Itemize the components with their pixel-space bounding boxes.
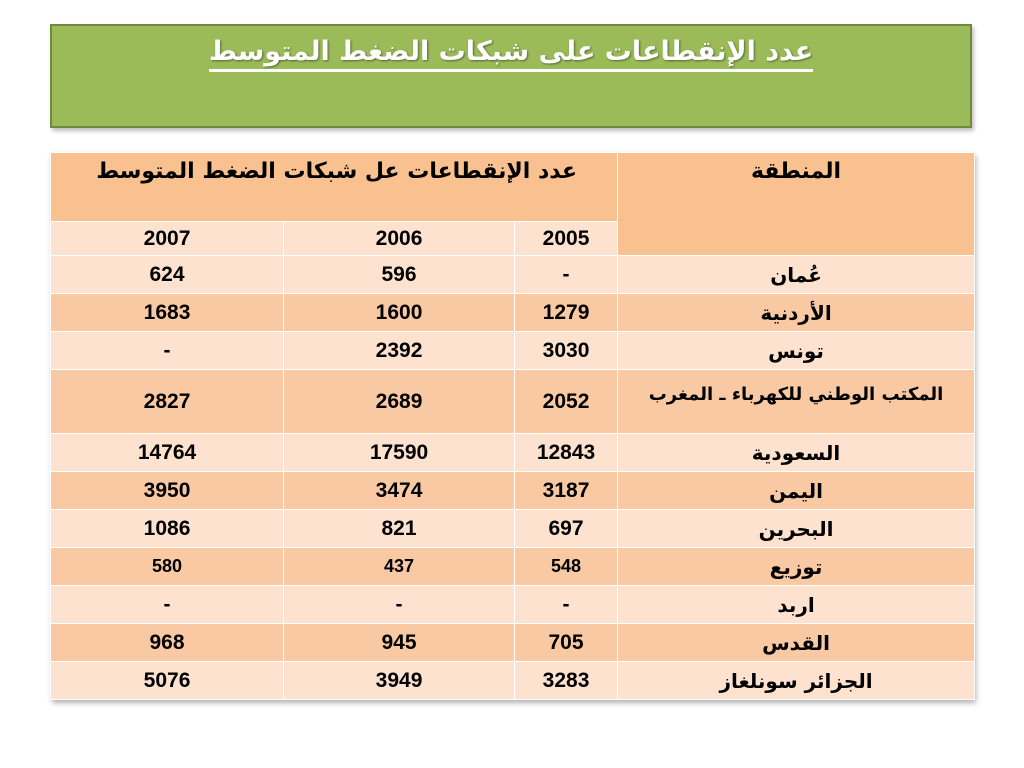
header-row xyxy=(51,153,975,222)
outages-table-wrapper xyxy=(50,152,974,700)
value-2007-cell: - xyxy=(51,332,284,370)
value-2005-cell: 705 xyxy=(515,624,618,662)
value-2005-cell: 2052 xyxy=(515,370,618,434)
value-2005-cell: 548 xyxy=(515,548,618,586)
region-cell: السعودية xyxy=(618,434,975,472)
region-header: المنطقة xyxy=(618,153,975,256)
region-cell: البحرين xyxy=(618,510,975,548)
table-row xyxy=(51,370,975,434)
value-2005-cell: 3187 xyxy=(515,472,618,510)
region-cell: المكتب الوطني للكهرباء ـ المغرب xyxy=(618,370,975,434)
value-2006-cell: 1600 xyxy=(284,294,515,332)
group-header: عدد الإنقطاعات عل شبكات الضغط المتوسط xyxy=(51,153,618,222)
value-2007-cell: - xyxy=(51,586,284,624)
value-2005-cell: 12843 xyxy=(515,434,618,472)
value-2007-cell: 624 xyxy=(51,256,284,294)
year-2005-header: 2005 xyxy=(515,222,618,256)
value-2007-cell: 580 xyxy=(51,548,284,586)
table-row xyxy=(51,256,975,294)
region-cell: توزيع xyxy=(618,548,975,586)
table-row xyxy=(51,434,975,472)
value-2007-cell: 2827 xyxy=(51,370,284,434)
value-2005-cell: 3030 xyxy=(515,332,618,370)
region-cell: اربد xyxy=(618,586,975,624)
title-banner xyxy=(50,24,972,128)
value-2005-cell: 1279 xyxy=(515,294,618,332)
table-row xyxy=(51,624,975,662)
value-2006-cell: 437 xyxy=(284,548,515,586)
region-cell: القدس xyxy=(618,624,975,662)
value-2006-cell: 2689 xyxy=(284,370,515,434)
table-row xyxy=(51,586,975,624)
value-2005-cell: 697 xyxy=(515,510,618,548)
slide-title xyxy=(52,36,970,67)
value-2006-cell: 596 xyxy=(284,256,515,294)
table-row xyxy=(51,510,975,548)
value-2005-cell: - xyxy=(515,256,618,294)
value-2007-cell: 5076 xyxy=(51,662,284,700)
table-row xyxy=(51,294,975,332)
value-2006-cell: 3949 xyxy=(284,662,515,700)
region-cell: الجزائر سونلغاز xyxy=(618,662,975,700)
value-2006-cell: 3474 xyxy=(284,472,515,510)
table-row xyxy=(51,472,975,510)
slide-title-text: عدد الإنقطاعات على شبكات الضغط المتوسط xyxy=(209,36,813,72)
value-2005-cell: 3283 xyxy=(515,662,618,700)
value-2007-cell: 1683 xyxy=(51,294,284,332)
year-2006-header: 2006 xyxy=(284,222,515,256)
value-2007-cell: 14764 xyxy=(51,434,284,472)
value-2006-cell: 17590 xyxy=(284,434,515,472)
table-row xyxy=(51,548,975,586)
region-cell: الأردنية xyxy=(618,294,975,332)
table-row xyxy=(51,662,975,700)
outages-table xyxy=(50,152,975,700)
region-cell: تونس xyxy=(618,332,975,370)
region-cell: اليمن xyxy=(618,472,975,510)
value-2007-cell: 1086 xyxy=(51,510,284,548)
year-2007-header: 2007 xyxy=(51,222,284,256)
value-2005-cell: - xyxy=(515,586,618,624)
region-cell: عُمان xyxy=(618,256,975,294)
value-2006-cell: 945 xyxy=(284,624,515,662)
table-row xyxy=(51,332,975,370)
value-2007-cell: 968 xyxy=(51,624,284,662)
value-2006-cell: 821 xyxy=(284,510,515,548)
value-2006-cell: - xyxy=(284,586,515,624)
value-2007-cell: 3950 xyxy=(51,472,284,510)
value-2006-cell: 2392 xyxy=(284,332,515,370)
